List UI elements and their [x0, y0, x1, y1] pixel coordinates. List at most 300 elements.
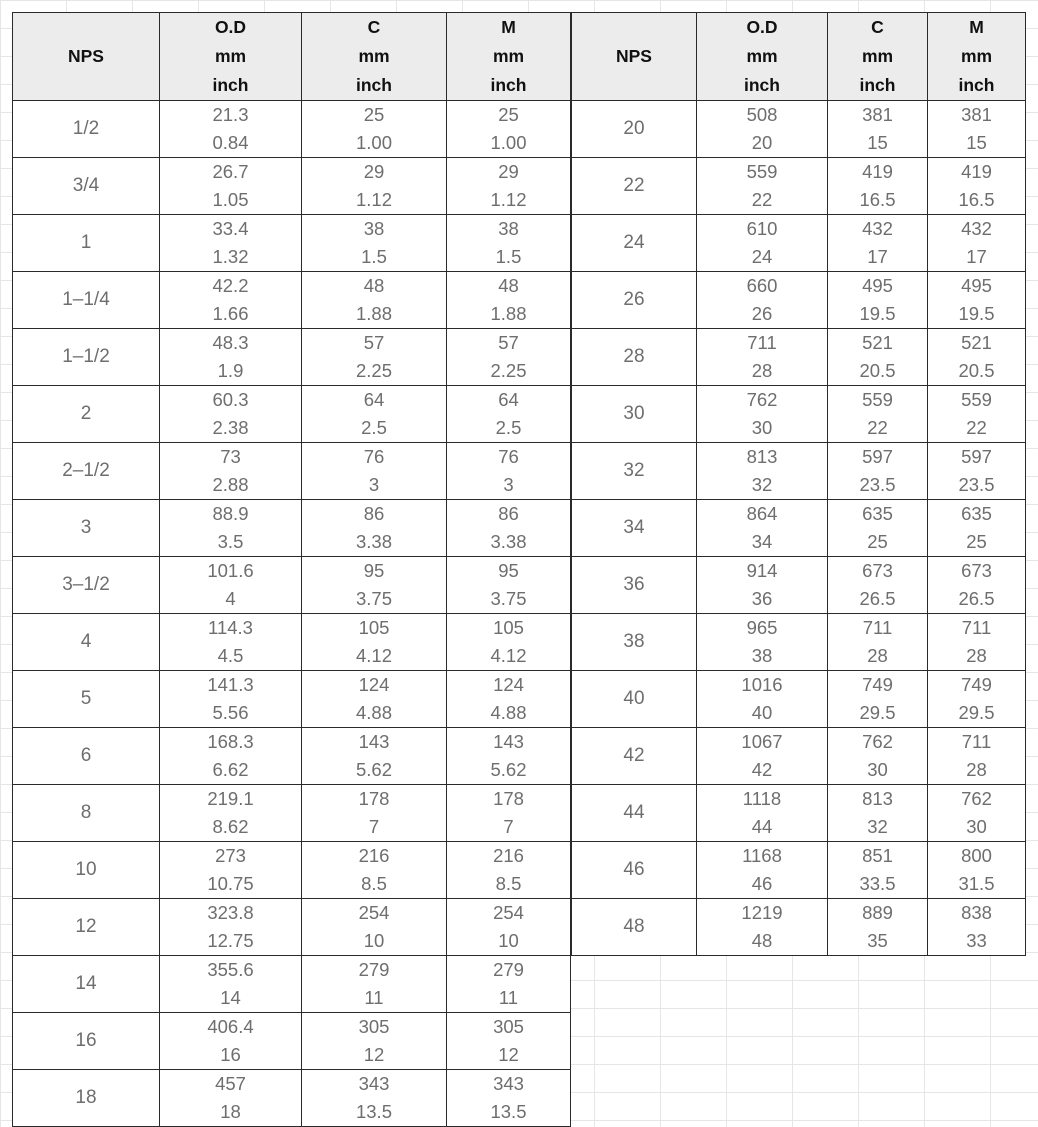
cell-value: 851 — [862, 845, 893, 866]
od-cell — [697, 386, 828, 443]
nps-cell — [572, 386, 697, 443]
cell-value: 495 — [961, 275, 992, 296]
c-cell — [302, 956, 447, 1013]
cell-value: 5.62 — [355, 759, 392, 780]
nps-cell — [13, 614, 160, 671]
m-cell — [928, 329, 1026, 386]
cell-value: 26 — [623, 289, 645, 310]
cell-value: 26.5 — [958, 588, 995, 609]
cell-value: 168.3 — [207, 731, 254, 752]
cell-value: 12 — [363, 1044, 385, 1065]
m-cell — [447, 386, 571, 443]
cell-value: 406.4 — [207, 1016, 254, 1037]
dimension-table-left — [12, 12, 571, 1127]
nps-cell — [572, 728, 697, 785]
cell-value: 28 — [966, 759, 987, 780]
cell-value: 521 — [961, 332, 992, 353]
od-cell — [160, 158, 302, 215]
cell-value: 597 — [862, 446, 893, 467]
cell-value: 30 — [623, 403, 645, 424]
cell-value: 46 — [623, 859, 645, 880]
nps-cell — [13, 1013, 160, 1070]
table-row — [572, 386, 1026, 443]
header-c: C mm inch — [828, 13, 928, 101]
nps-cell — [572, 671, 697, 728]
m-cell — [447, 614, 571, 671]
cell-value: 1.00 — [355, 132, 392, 153]
cell-value: 559 — [961, 389, 992, 410]
od-cell — [160, 215, 302, 272]
od-cell — [160, 386, 302, 443]
c-cell — [828, 785, 928, 842]
cell-value: 3.75 — [355, 588, 392, 609]
cell-value: 1067 — [741, 731, 783, 752]
c-cell — [302, 215, 447, 272]
nps-cell — [572, 272, 697, 329]
cell-value: 23.5 — [958, 474, 995, 495]
cell-value: 64 — [498, 389, 519, 410]
cell-value: 48 — [363, 275, 385, 296]
cell-value: 2.5 — [495, 417, 522, 438]
cell-value: 559 — [746, 161, 778, 182]
cell-value: 34 — [751, 531, 773, 552]
cell-value: 14 — [220, 987, 241, 1008]
c-cell — [828, 386, 928, 443]
nps-cell — [13, 215, 160, 272]
m-cell — [447, 557, 571, 614]
od-cell — [160, 329, 302, 386]
c-cell — [302, 500, 447, 557]
m-cell — [928, 272, 1026, 329]
cell-value: 305 — [358, 1016, 390, 1037]
cell-value: 64 — [363, 389, 385, 410]
m-cell — [928, 842, 1026, 899]
c-cell — [302, 899, 447, 956]
nps-cell — [13, 329, 160, 386]
od-cell — [697, 215, 828, 272]
cell-value: 4.88 — [490, 702, 527, 723]
table-row — [572, 728, 1026, 785]
cell-value: 1/2 — [72, 118, 100, 139]
cell-value: 13.5 — [490, 1101, 527, 1122]
c-cell — [828, 215, 928, 272]
cell-value: 24 — [751, 246, 773, 267]
table-row — [13, 500, 571, 557]
m-cell — [928, 101, 1026, 158]
cell-value: 22 — [751, 189, 773, 210]
cell-value: 1.5 — [495, 246, 522, 267]
header-c: C mm inch — [302, 13, 447, 101]
cell-value: 20.5 — [958, 360, 995, 381]
cell-value: 26.5 — [859, 588, 896, 609]
cell-value: 1.12 — [490, 189, 527, 210]
c-cell — [828, 443, 928, 500]
cell-value: 40 — [751, 702, 773, 723]
cell-value: 16.5 — [859, 189, 896, 210]
od-cell — [160, 1013, 302, 1070]
cell-value: 95 — [363, 560, 385, 581]
od-cell — [697, 614, 828, 671]
od-cell — [697, 500, 828, 557]
cell-value: 38 — [751, 645, 773, 666]
table-row — [13, 443, 571, 500]
cell-value: 33.5 — [859, 873, 896, 894]
table-row — [13, 956, 571, 1013]
cell-value: 48 — [498, 275, 519, 296]
cell-value: 711 — [961, 731, 992, 752]
cell-value: 1.12 — [355, 189, 392, 210]
cell-value: 1–1/2 — [62, 346, 110, 367]
cell-value: 11 — [364, 987, 384, 1008]
cell-value: 219.1 — [207, 788, 254, 809]
c-cell — [302, 443, 447, 500]
table-row — [572, 158, 1026, 215]
nps-cell — [13, 272, 160, 329]
cell-value: 10 — [75, 859, 97, 880]
cell-value: 1.66 — [212, 303, 249, 324]
m-cell — [928, 671, 1026, 728]
cell-value: 5.56 — [212, 702, 249, 723]
od-cell — [697, 329, 828, 386]
cell-value: 8.5 — [495, 873, 522, 894]
od-cell — [160, 956, 302, 1013]
cell-value: 749 — [961, 674, 992, 695]
cell-value: 711 — [961, 617, 992, 638]
c-cell — [302, 614, 447, 671]
nps-cell — [13, 671, 160, 728]
cell-value: 28 — [623, 346, 645, 367]
table-row — [572, 101, 1026, 158]
od-cell — [697, 842, 828, 899]
cell-value: 4 — [80, 631, 92, 652]
cell-value: 2.38 — [212, 417, 249, 438]
cell-value: 16 — [75, 1030, 97, 1051]
cell-value: 965 — [746, 617, 778, 638]
cell-value: 4.5 — [217, 645, 244, 666]
c-cell — [828, 899, 928, 956]
cell-value: 29.5 — [859, 702, 896, 723]
cell-value: 4.12 — [490, 645, 527, 666]
cell-value: 88.9 — [212, 503, 249, 524]
cell-value: 12 — [75, 916, 97, 937]
cell-value: 76 — [363, 446, 385, 467]
cell-value: 44 — [623, 802, 645, 823]
m-cell — [928, 500, 1026, 557]
cell-value: 17 — [966, 246, 987, 267]
cell-value: 343 — [493, 1073, 524, 1094]
cell-value: 3.5 — [217, 531, 244, 552]
cell-value: 28 — [966, 645, 987, 666]
cell-value: 19.5 — [859, 303, 896, 324]
cell-value: 42 — [751, 759, 773, 780]
m-cell — [928, 443, 1026, 500]
m-cell — [447, 158, 571, 215]
cell-value: 11 — [498, 987, 519, 1008]
cell-value: 1.05 — [212, 189, 249, 210]
cell-value: 3–1/2 — [62, 574, 110, 595]
m-cell — [447, 215, 571, 272]
cell-value: 5.62 — [490, 759, 527, 780]
od-cell — [160, 671, 302, 728]
cell-value: 26 — [751, 303, 773, 324]
c-cell — [302, 272, 447, 329]
cell-value: 635 — [862, 503, 893, 524]
od-cell — [697, 557, 828, 614]
nps-cell — [572, 557, 697, 614]
cell-value: 86 — [363, 503, 385, 524]
cell-value: 889 — [862, 902, 893, 923]
cell-value: 12 — [498, 1044, 519, 1065]
table-row — [13, 101, 571, 158]
cell-value: 28 — [867, 645, 888, 666]
cell-value: 25 — [966, 531, 987, 552]
cell-value: 2.5 — [361, 417, 387, 438]
cell-value: 143 — [358, 731, 390, 752]
cell-value: 40 — [623, 688, 645, 709]
cell-value: 20 — [751, 132, 773, 153]
table-row — [13, 329, 571, 386]
table-row — [572, 500, 1026, 557]
table-row — [572, 443, 1026, 500]
od-cell — [697, 899, 828, 956]
cell-value: 1.5 — [361, 246, 387, 267]
nps-cell — [13, 956, 160, 1013]
cell-value: 86 — [498, 503, 519, 524]
cell-value: 46 — [751, 873, 773, 894]
cell-value: 25 — [363, 104, 385, 125]
nps-cell — [572, 443, 697, 500]
cell-value: 19.5 — [958, 303, 995, 324]
od-cell — [697, 728, 828, 785]
table-row — [13, 899, 571, 956]
cell-value: 762 — [961, 788, 992, 809]
cell-value: 457 — [215, 1073, 246, 1094]
cell-value: 33 — [966, 930, 987, 951]
cell-value: 6.62 — [212, 759, 249, 780]
cell-value: 3.38 — [490, 531, 527, 552]
nps-cell — [572, 329, 697, 386]
cell-value: 29 — [363, 161, 385, 182]
c-cell — [828, 500, 928, 557]
cell-value: 838 — [961, 902, 992, 923]
cell-value: 355.6 — [207, 959, 254, 980]
od-cell — [160, 842, 302, 899]
cell-value: 15 — [966, 132, 987, 153]
cell-value: 25 — [867, 531, 888, 552]
cell-value: 22 — [966, 417, 987, 438]
cell-value: 101.6 — [207, 560, 254, 581]
cell-value: 36 — [751, 588, 773, 609]
cell-value: 8 — [80, 802, 92, 823]
c-cell — [302, 386, 447, 443]
c-cell — [302, 842, 447, 899]
cell-value: 610 — [746, 218, 778, 239]
table-row — [13, 386, 571, 443]
cell-value: 23.5 — [859, 474, 896, 495]
cell-value: 24 — [623, 232, 645, 253]
cell-value: 749 — [862, 674, 893, 695]
cell-value: 762 — [746, 389, 778, 410]
cell-value: 42 — [623, 745, 645, 766]
cell-value: 38 — [498, 218, 519, 239]
cell-value: 2.25 — [490, 360, 527, 381]
table-row — [13, 1013, 571, 1070]
nps-cell — [13, 500, 160, 557]
od-cell — [160, 500, 302, 557]
table-row — [572, 272, 1026, 329]
cell-value: 3/4 — [72, 175, 100, 196]
m-cell — [447, 785, 571, 842]
cell-value: 16 — [220, 1044, 241, 1065]
c-cell — [828, 671, 928, 728]
cell-value: 1.32 — [212, 246, 249, 267]
cell-value: 141.3 — [207, 674, 254, 695]
header-m: M mm inch — [928, 13, 1026, 101]
cell-value: 30 — [751, 417, 773, 438]
header-m: M mm inch — [447, 13, 571, 101]
table-row — [572, 614, 1026, 671]
od-cell — [160, 785, 302, 842]
m-cell — [928, 785, 1026, 842]
cell-value: 73 — [220, 446, 241, 467]
m-cell — [447, 1013, 571, 1070]
nps-cell — [13, 842, 160, 899]
cell-value: 1.88 — [490, 303, 527, 324]
table-row — [13, 785, 571, 842]
cell-value: 105 — [493, 617, 524, 638]
table-row — [572, 842, 1026, 899]
cell-value: 38 — [623, 631, 645, 652]
header-od: O.D mm inch — [160, 13, 302, 101]
c-cell — [828, 329, 928, 386]
od-cell — [697, 443, 828, 500]
cell-value: 38 — [363, 218, 385, 239]
m-cell — [928, 614, 1026, 671]
nps-cell — [572, 101, 697, 158]
cell-value: 273 — [215, 845, 246, 866]
nps-cell — [13, 557, 160, 614]
cell-value: 254 — [358, 902, 390, 923]
cell-value: 1–1/4 — [62, 289, 110, 310]
cell-value: 12.75 — [207, 930, 254, 951]
cell-value: 4.12 — [355, 645, 392, 666]
cell-value: 20 — [623, 118, 645, 139]
cell-value: 105 — [358, 617, 390, 638]
cell-value: 31.5 — [958, 873, 995, 894]
nps-cell — [572, 158, 697, 215]
nps-cell — [572, 842, 697, 899]
cell-value: 34 — [623, 517, 645, 538]
m-cell — [928, 899, 1026, 956]
cell-value: 95 — [498, 560, 519, 581]
cell-value: 30 — [867, 759, 888, 780]
nps-cell — [13, 899, 160, 956]
cell-value: 143 — [493, 731, 524, 752]
cell-value: 660 — [746, 275, 778, 296]
c-cell — [828, 272, 928, 329]
cell-value: 124 — [493, 674, 524, 695]
cell-value: 29.5 — [958, 702, 995, 723]
table-row — [572, 671, 1026, 728]
cell-value: 32 — [623, 460, 645, 481]
cell-value: 2.25 — [355, 360, 392, 381]
cell-value: 508 — [746, 104, 778, 125]
cell-value: 20.5 — [859, 360, 896, 381]
cell-value: 35 — [867, 930, 888, 951]
cell-value: 124 — [358, 674, 390, 695]
table-row — [13, 557, 571, 614]
cell-value: 10 — [363, 930, 385, 951]
cell-value: 1219 — [741, 902, 783, 923]
cell-value: 16.5 — [958, 189, 995, 210]
header-row — [13, 13, 571, 101]
cell-value: 381 — [961, 104, 992, 125]
table-row — [13, 272, 571, 329]
c-cell — [302, 158, 447, 215]
od-cell — [160, 728, 302, 785]
od-cell — [697, 101, 828, 158]
cell-value: 419 — [961, 161, 992, 182]
m-cell — [447, 671, 571, 728]
m-cell — [447, 899, 571, 956]
table-row — [13, 614, 571, 671]
m-cell — [928, 728, 1026, 785]
cell-value: 60.3 — [212, 389, 249, 410]
m-cell — [928, 158, 1026, 215]
cell-value: 3.75 — [490, 588, 527, 609]
od-cell — [697, 671, 828, 728]
cell-value: 2.88 — [212, 474, 249, 495]
od-cell — [160, 272, 302, 329]
cell-value: 711 — [747, 332, 777, 353]
cell-value: 2 — [80, 403, 92, 424]
cell-value: 114.3 — [208, 617, 253, 638]
od-cell — [160, 101, 302, 158]
cell-value: 30 — [966, 816, 987, 837]
nps-cell — [572, 614, 697, 671]
nps-cell — [13, 785, 160, 842]
cell-value: 521 — [862, 332, 893, 353]
cell-value: 18 — [220, 1101, 241, 1122]
od-cell — [697, 158, 828, 215]
cell-value: 3 — [503, 474, 514, 495]
nps-cell — [13, 728, 160, 785]
cell-value: 323.8 — [207, 902, 254, 923]
cell-value: 14 — [75, 973, 97, 994]
m-cell — [447, 728, 571, 785]
nps-cell — [13, 443, 160, 500]
cell-value: 3 — [368, 474, 380, 495]
cell-value: 813 — [746, 446, 778, 467]
cell-value: 762 — [862, 731, 893, 752]
cell-value: 22 — [623, 175, 645, 196]
cell-value: 22 — [867, 417, 888, 438]
cell-value: 381 — [862, 104, 893, 125]
c-cell — [828, 158, 928, 215]
header-nps: NPS — [13, 13, 160, 101]
c-cell — [302, 785, 447, 842]
cell-value: 7 — [368, 816, 380, 837]
cell-value: 305 — [493, 1016, 524, 1037]
table-row — [572, 899, 1026, 956]
cell-value: 914 — [746, 560, 778, 581]
cell-value: 0.84 — [212, 132, 249, 153]
header-nps: NPS — [572, 13, 697, 101]
cell-value: 44 — [751, 816, 773, 837]
c-cell — [302, 728, 447, 785]
m-cell — [447, 500, 571, 557]
cell-value: 15 — [867, 132, 888, 153]
